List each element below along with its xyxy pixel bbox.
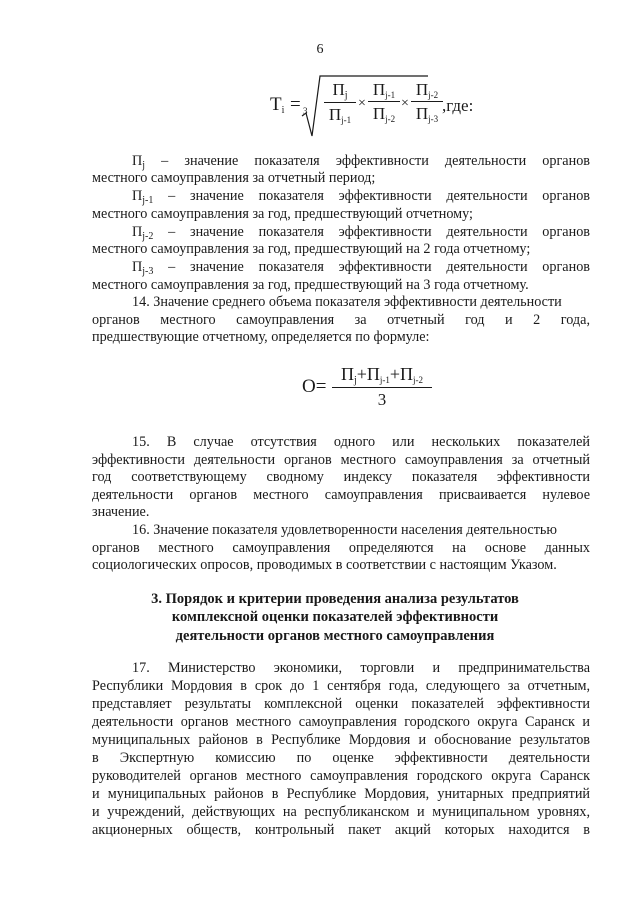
p17-line-7: руководителей органов местного самоуправления городского округа Саранск — [92, 768, 590, 784]
def-4-line-1: $П_{j-3}$ – значение показателя эффективности деятельности органов — [132, 259, 590, 277]
section-heading-line-2: комплексной оценки показателей эффективности — [171, 609, 499, 625]
def-2-line-2: местного самоуправления за год, предшествующий отчетному; — [92, 206, 473, 222]
section-heading-line-1: 3. Порядок и критерии проведения анализа результатов — [151, 591, 519, 607]
formula-equals: = — [290, 94, 301, 115]
formula-tail: ,где: — [442, 96, 474, 115]
fraction-3: $П_{j-2}$ $П_{j-3}$ — [411, 80, 443, 124]
p15-line-1: 15. В случае отсутствия одного или нескольких показателей — [132, 434, 590, 450]
section-heading-line-3: деятельности органов местного самоуправления — [175, 628, 495, 644]
def-2-line-1: $П_{j-1}$ – значение показателя эффективности деятельности органов — [132, 188, 590, 206]
p14-line-1: 14. Значение среднего объема показателя эффективности деятельности — [132, 294, 562, 310]
p14-line-3: предшествующие отчетному, определяется по формуле: — [92, 329, 430, 345]
times-1: × — [358, 96, 366, 111]
p17-line-4: деятельности органов местного самоуправления городского округа Саранск и — [92, 714, 590, 730]
page-number: 6 — [316, 42, 324, 57]
p17-line-9: и учреждений, действующих на республиканском и муниципальном уровнях, — [92, 804, 590, 820]
def-3-line-2: местного самоуправления за год, предшествующий на 2 года отчетному; — [92, 241, 531, 257]
def-1-line-1: $П_j$ – значение показателя эффективности деятельности органов — [132, 153, 590, 171]
def-4-line-2: местного самоуправления за год, предшествующий на 3 года отчетному. — [92, 277, 529, 293]
p16-line-3: социологических опросов, проводимых в соответствии с настоящим Указом. — [92, 557, 557, 573]
p16-line-1: 16. Значение показателя удовлетворенности населения деятельностью — [132, 522, 557, 538]
p14-line-2: органов местного самоуправления за отчетный год и 2 года, — [92, 312, 590, 328]
p16-line-2: органов местного самоуправления определяются на основе данных — [92, 540, 590, 556]
p17-line-8: и муниципальных районов в Республике Мордовия, унитарных предприятий — [92, 786, 590, 802]
p17-line-10: акционерных обществ, контрольный пакет акций которых находится в — [92, 822, 590, 838]
p17-line-2: Республики Мордовия в срок до 1 сентября года, следующего за отчетным, — [92, 678, 590, 694]
p17-line-3: представляет результаты комплексной оценки показателей эффективности — [92, 696, 590, 712]
p17-line-5: муниципальных районов в Республике Мордовия и обоснование результатов — [92, 732, 590, 748]
p15-line-3: год соответствующему сводному индексу показателя эффективности — [92, 469, 590, 485]
p15-line-4: деятельности органов местного самоуправления присваивается нулевое — [92, 487, 590, 503]
times-2: × — [401, 96, 409, 111]
p15-line-2: эффективности деятельности органов местного самоуправления за отчетный — [92, 452, 590, 468]
p17-line-6: в Экспертную комиссию по оценке эффективности деятельности — [92, 750, 590, 766]
def-3-line-1: $П_{j-2}$ – значение показателя эффективности деятельности органов — [132, 224, 590, 242]
fraction-1: $П_j$ $П_{j-1}$ — [324, 80, 356, 125]
formula2-lhs: O= — [302, 376, 327, 397]
formula-average — [302, 364, 442, 414]
formula-geometric-mean — [270, 72, 510, 142]
fraction-2: $П_{j-1}$ $П_{j-2}$ — [368, 80, 400, 124]
root-index: 3 — [303, 106, 308, 116]
p17-line-1: 17. Министерство экономики, торговли и предпринимательства — [132, 660, 590, 676]
def-1-line-2: местного самоуправления за отчетный период; — [92, 170, 376, 186]
formula-lhs: $T_i$ — [270, 94, 285, 116]
formula2-fraction: $П_j+П_{j-1}+П_{j-2}$ 3 — [332, 364, 432, 410]
p15-line-5: значение. — [92, 504, 150, 520]
